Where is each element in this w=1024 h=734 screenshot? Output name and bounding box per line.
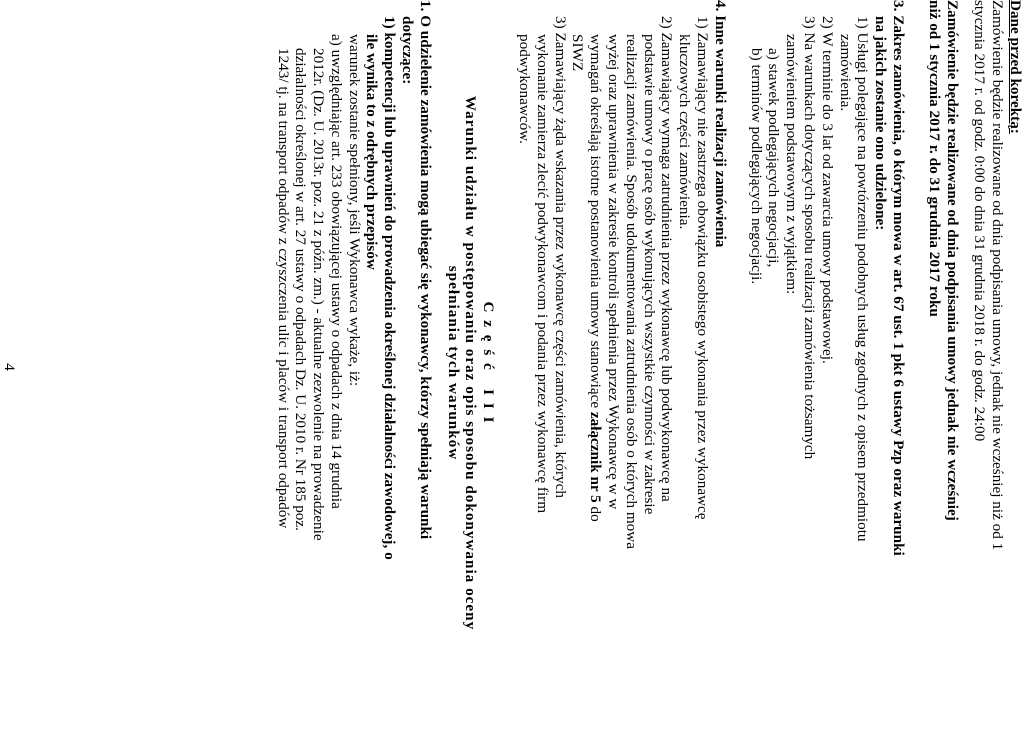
part-3-title: C z ę ś ć I I I	[480, 301, 498, 425]
corrected-term-line-2: niż od 1 stycznia 2017 r. do 31 grudnia 2017 roku	[925, 0, 943, 317]
conditions-sub-a-3: działalności określonej w art. 27 ustawy o odpadach Dz. U. 2010 r. Nr 185 poz.	[292, 48, 310, 531]
conditions-heading-2: dotyczące:	[399, 16, 417, 85]
section-3-item-1b: zamówienia.	[836, 34, 854, 112]
section-4-item-2e	[586, 0, 604, 726]
section-4-item-2e-end: do	[587, 502, 605, 522]
section-4-item-2c: realizacji zamówienia. Sposób udokumentowania zatrudnienia osób o których mowa	[622, 34, 640, 549]
conditions-item-1a: 1) kompetencji lub uprawnień do prowadzenia określonej działalności zawodowej, o	[381, 16, 399, 560]
section-4-item-2d: wyżej oraz uprawnienia w zakresie kontroli spełnienia przez Wykonawcę w w	[605, 34, 623, 510]
section-4-item-3a: 3) Zamawiający żąda wskazania przez wykonawcę części zamówienia, których	[551, 16, 569, 498]
conditions-heading-1: 1. O udzielenie zamówienia mogą ubiegać się wykonawcy, którzy spełniają warunki	[416, 0, 434, 540]
section-3-sub-a: a) stawek podlegających negocjacji,	[765, 48, 783, 268]
section-4-item-1a: 1) Zamawiający nie zastrzega obowiązku osobistego wykonania przez wykonawcę	[694, 16, 712, 520]
section-4-item-2a: 2) Zamawiający wymaga zatrudnienia przez wykonawcę lub podwykonawcę na	[658, 16, 676, 502]
section-4-item-1b: kluczowych części zamówienia.	[676, 34, 694, 230]
section-4-item-2b: podstawie umowy o pracę osób wykonujących wszystkie czynności w zakresie	[640, 34, 658, 515]
conditions-sub-a-4: 1243/ tj. na transport odpadów z czyszczenia ulic i placów i transport odpadów	[274, 48, 292, 529]
section-3-heading-1: 3. Zakres zamówienia, o którym mowa w art. 67 ust. 1 pkt 6 ustawy Pzp oraz warunki	[890, 0, 908, 556]
section-3-item-3b: zamówieniem podstawowym z wyjątkiem:	[783, 34, 801, 295]
page-number: 4	[0, 363, 18, 371]
section-4-item-2e-text: wymagań określają istotne postanowienia umowy stanowiące	[587, 34, 605, 412]
original-term-line-1: Zamówienie będzie realizowane od dnia podpisania umowy, jednak nie wcześniej niż od 1	[989, 0, 1007, 551]
section-4-item-3b: wykonanie zamierza zlecić podwykonawcom i podania przez wykonawcę firm	[533, 34, 551, 514]
original-term-line-2: stycznia 2017 r. od godz. 0:00 do dnia 31 grudnia 2018 r. do godz. 24:00	[971, 0, 989, 442]
corrected-term-line-1: Zamówienie będzie realizowane od dnia podpisania umowy jednak nie wcześniej	[943, 0, 961, 521]
section-4-heading: 4. Inne warunki realizacji zamówienia	[711, 0, 729, 248]
section-4-item-2f: SIWZ	[569, 34, 587, 72]
section-3-sub-b: b) terminów podlegających negocjacji.	[747, 48, 765, 285]
attachment-reference: załącznik nr 5	[587, 411, 605, 503]
part-3-subtitle-1: Warunki udziału w postępowaniu oraz opis sposobu dokonywania oceny	[462, 95, 480, 631]
conditions-item-1c: warunek zostanie spełniony, jeśli Wykonawca wykaże, iż:	[345, 34, 363, 387]
section-3-heading-2: na jakich zostanie ono udzielone:	[872, 16, 890, 231]
correction-heading: Dane przed korektą:	[1007, 0, 1024, 134]
conditions-item-1b: ile wynika to z odrębnych przepisów	[363, 34, 381, 270]
section-4-item-3c: podwykonawców.	[516, 34, 534, 144]
section-3-item-3a: 3) Na warunkach dotyczących sposobu realizacji zamówienia tożsamych	[801, 16, 819, 460]
part-3-subtitle-2: spełniania tych warunków	[444, 265, 462, 461]
section-3-item-2: 2) W terminie do 3 lat od zawarcia umowy podstawowej.	[818, 16, 836, 364]
conditions-sub-a-1: a) uwzględniając art. 233 obowiązującej ustawy o odpadach z dnia 14 grudnia	[327, 34, 345, 509]
conditions-sub-a-2: 2012r. (Dz. U. 2013r. poz. 21 z późn. zm.) - aktualne zezwolenie na prowadzenie	[310, 48, 328, 541]
section-3-item-1a: 1) Usługi polegające na powtórzeniu podobnych usług zgodnych z opisem przedmiotu	[854, 16, 872, 542]
